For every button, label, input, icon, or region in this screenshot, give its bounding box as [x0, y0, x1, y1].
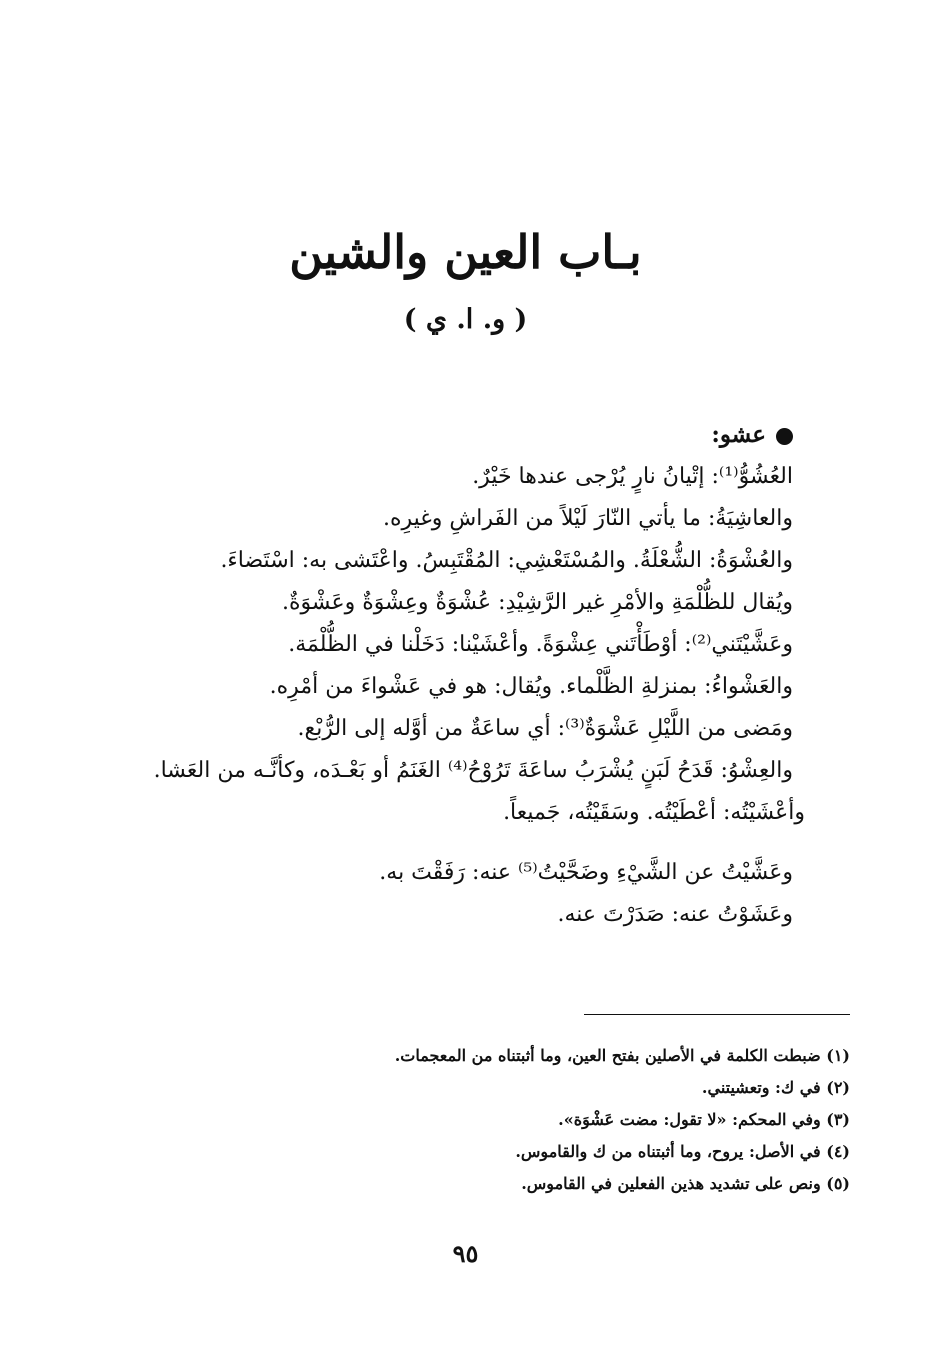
bullet-icon — [776, 428, 793, 445]
entry-line: والعَشْواءُ: بمنزلةِ الظَّلْماء. ويُقال: هو في عَشْواءَ من أمْرِه. — [269, 674, 793, 699]
footnote: (١) ضبطت الكلمة في الأصلين بفتح العين، وما أثبتناه من المعجمات. — [394, 1046, 850, 1065]
entry-line: العُشُوُّ⁽¹⁾: إتْيانُ نارٍ يُرْجى عندها خَيْرٌ. — [472, 464, 793, 489]
chapter-subtitle: ( و. ا. ي ) — [403, 304, 528, 335]
entry-line: والعِشْوُ: قَدَحُ لَبَنٍ يُشْرَبُ ساعَةَ تَرُوْحُ⁽⁴⁾ الغَنَمُ أو بَعْـدَه، وكأنَّـه من العَشا. — [153, 758, 793, 783]
footnote: (٤) في الأصل: يروح، وما أثبتناه من ك والقاموس. — [515, 1142, 850, 1161]
page-number: ٩٥ — [452, 1239, 479, 1268]
entry-line: والعاشِيَةُ: ما يأتي النّارَ لَيْلاً من الفَراشِ وغيرِه. — [382, 506, 793, 531]
footnotes — [250, 1040, 850, 1200]
footnote: (٣) وفي المحكم: «لا تقول: مضت عَشْوَة». — [558, 1110, 850, 1129]
entry-line: وأعْشَيْتُه: أعْطَيْتُه. وسَقَيْتُه، جَميعاً. — [503, 800, 805, 825]
footnote: (٥) ونص على تشديد هذين الفعلين في القاموس. — [521, 1174, 850, 1193]
footnote: (٢) في ك: وتعشيتني. — [701, 1078, 850, 1097]
entry-line: وعَشَوْتُ عنه: صَدَرْتَ عنه. — [557, 902, 793, 927]
entry-line: وعَشَّيْتُ عن الشَّيْءِ وضَحَّيْتُ⁽⁵⁾ عنه: رَفَقْتَ به. — [379, 860, 793, 885]
entry-line: والعُشْوَةُ: الشُّعْلَةُ. والمُسْتَعْشِي: المُقْتَبِسُ. واعْتَشى به: اسْتَضاءَ. — [220, 548, 793, 573]
dictionary-entries — [123, 414, 805, 936]
entry-line: ومَضى من اللَّيْلِ عَشْوَةٌ⁽³⁾: أي ساعَةٌ من أوَّله إلى الرُّبْع. — [297, 716, 793, 741]
entry-line: وعَشَّيْتَني⁽²⁾: أوْطَأْتَني عِشْوَةً. وأعْشَيْنا: دَخَلْنا في الظُّلْمَة. — [288, 632, 793, 657]
entry-line: ويُقال للظُّلْمَةِ والأمْرِ غير الرَّشِيْدِ: عُشْوَةٌ وعِشْوَةٌ وعَشْوَةٌ. — [282, 590, 793, 615]
chapter-title: بـاب العين والشين — [289, 225, 642, 279]
entry-heading-label: عشو: — [711, 421, 766, 448]
paragraph-gap — [123, 834, 793, 852]
footnote-divider — [584, 1014, 850, 1015]
entry-heading — [123, 414, 793, 456]
